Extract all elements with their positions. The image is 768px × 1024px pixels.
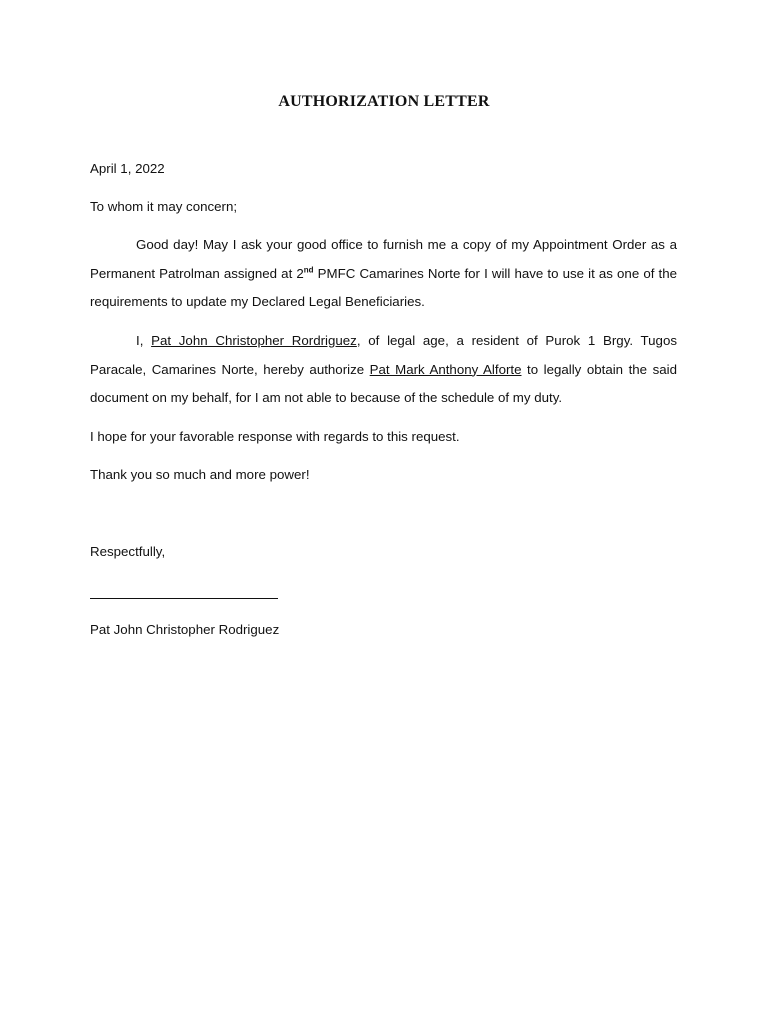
- letter-closing: Respectfully,: [90, 544, 166, 559]
- paragraph-request: [90, 231, 677, 317]
- signature-line: [90, 598, 278, 599]
- paragraph-authorization-mid: , of legal age, a resident of Purok 1 Brgy. Tugos Paracale, Camarines Norte, hereby authorize: [90, 333, 677, 377]
- grantor-name: Pat John Christopher Rordriguez: [151, 333, 357, 348]
- paragraph-request-text-cont: PMFC Camarines Norte for I will have to use it as one of the requirements to update my Declared Legal Beneficiaries.: [90, 265, 677, 309]
- letter-title: AUTHORIZATION LETTER: [278, 93, 490, 110]
- paragraph-hope: I hope for your favorable response with regards to this request.: [90, 429, 460, 444]
- signatory-name: Pat John Christopher Rodriguez: [90, 622, 280, 637]
- letter-salutation: To whom it may concern;: [90, 199, 238, 214]
- paragraph-thanks: Thank you so much and more power!: [90, 467, 310, 482]
- grantee-name: Pat Mark Anthony Alforte: [369, 361, 522, 377]
- ordinal-suffix: nd: [303, 265, 314, 275]
- paragraph-authorization: [90, 327, 677, 413]
- paragraph-request-text: Good day! May I ask your good office to furnish me a copy of my Appointment Order as a Permanent Patrolman assigned at 2: [90, 237, 677, 281]
- paragraph-authorization-start: I,: [136, 333, 152, 348]
- paragraph-authorization-end: to legally obtain the said document on my behalf, for I am not able to because of the schedule of my duty.: [90, 361, 677, 405]
- letter-date: April 1, 2022: [90, 161, 165, 176]
